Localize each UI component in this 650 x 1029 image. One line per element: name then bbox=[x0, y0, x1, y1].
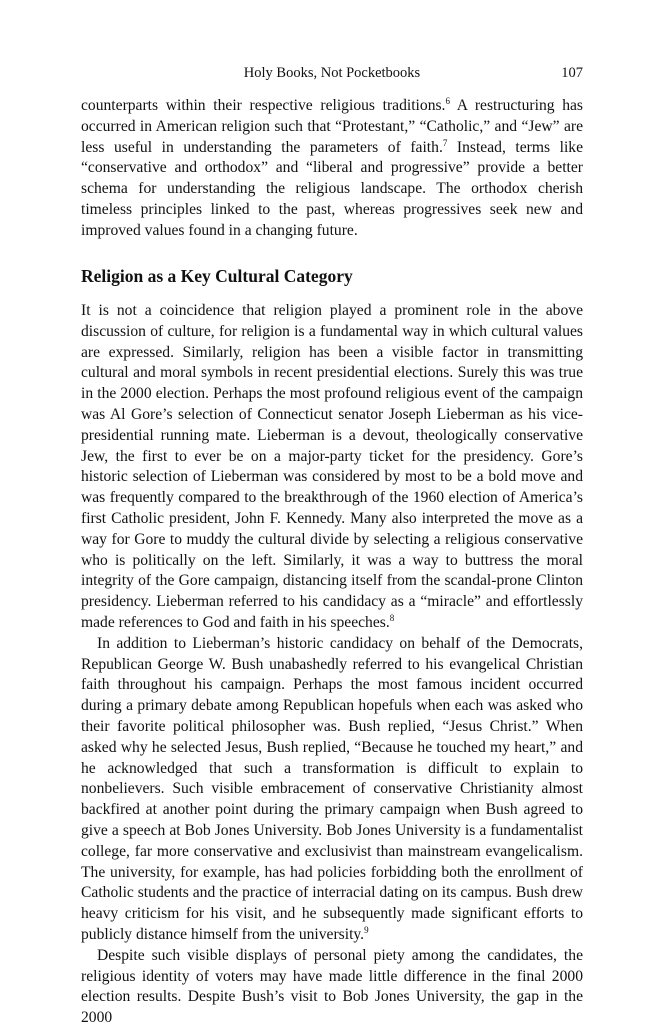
footnote-marker[interactable]: 6 bbox=[445, 96, 450, 106]
section-heading: Religion as a Key Cultural Category bbox=[81, 266, 353, 286]
paragraph-text: Instead, terms like “conservative and orthodox” and “liberal and progressive” provide a better schema for understanding the religious landscape. The orthodox cherish timeless principles linked to the past, whereas progressives seek new and improved values found in a changing future. bbox=[81, 138, 583, 239]
page-number: 107 bbox=[561, 65, 583, 81]
continued-paragraph bbox=[81, 96, 583, 242]
paragraph-text: In addition to Lieberman’s historic candidacy on behalf of the Democrats, Republican George W. Bush unabashedly referred to his evangelical Christian faith throughout his campaign. Perhaps the most famous incident occurred during a primary debate among Republican hopefuls when each was asked who their favorite political philosopher was. Bush replied, “Jesus Christ.” When asked why he selected Jesus, Bush replied, “Because he touched my heart,” and he acknowledged that such a transformation is difficult to explain to nonbelievers. Such visible embracement of conservative Christianity almost backfired at another point during the primary campaign when Bush agreed to give a speech at Bob Jones University. Bob Jones University is a fundamentalist college, far more conservative and exclusivist than mainstream evangelicalism. The university, for example, has had policies forbidding both the enrollment of Catholic students and the practice of interracial dating on its campus. Bush drew heavy criticism for his visit, and he subsequently made significant efforts to publicly distance himself from the university. bbox=[81, 634, 583, 943]
paragraph-text: Despite such visible displays of personal piety among the candidates, the religious identity of voters may have made little difference in the final 2000 election results. Despite Bush’s visit to Bob Jones University, the gap in the 2000 bbox=[81, 946, 583, 1027]
paragraph-text: counterparts within their respective religious traditions. bbox=[81, 97, 446, 114]
running-header bbox=[81, 64, 583, 82]
body-paragraph bbox=[81, 634, 583, 946]
body-paragraph bbox=[81, 301, 583, 634]
body-paragraph bbox=[81, 946, 583, 1029]
paragraph-text: A restructuring has occurred in American religion such that “Protestant,” “Catholic,” and “Jew” are less useful in understanding the parameters of faith. bbox=[81, 97, 583, 156]
footnote-marker[interactable]: 9 bbox=[364, 924, 369, 935]
section-body bbox=[81, 301, 583, 1029]
footnote-marker[interactable]: 8 bbox=[389, 612, 395, 623]
paragraph-text: It is not a coincidence that religion played a prominent role in the above discussion of culture, for religion is a fundamental way in which cultural values are expressed. Similarly, religion has been a visible factor in transmitting cultural and moral symbols in recent presidential elections. Surely this was true in the 2000 election. Perhaps the most profound religious event of the campaign was Al Gore’s selection of Connecticut senator Joseph Lieberman as his vice-presidential running mate. Lieberman is a devout, theologically conservative Jew, the first to ever be on a major-party ticket for the presidency. Gore’s historic selection of Lieberman was considered by most to be a bold move and was frequently compared to the breakthrough of the 1960 election of America’s first Catholic president, John F. Kennedy. Many also interpreted the move as a way for Gore to muddy the cultural divide by selecting a religious conservative who is politically on the left. Similarly, it was a way to buttress the moral integrity of the Gore campaign, distancing itself from the scandal-prone Clinton presidency. Lieberman referred to his candidacy as a “miracle” and effortlessly made references to God and faith in his speeches. bbox=[81, 302, 583, 631]
footnote-marker[interactable]: 7 bbox=[442, 137, 448, 148]
running-title: Holy Books, Not Pocketbooks bbox=[243, 65, 421, 81]
continued-text-block bbox=[81, 96, 583, 242]
